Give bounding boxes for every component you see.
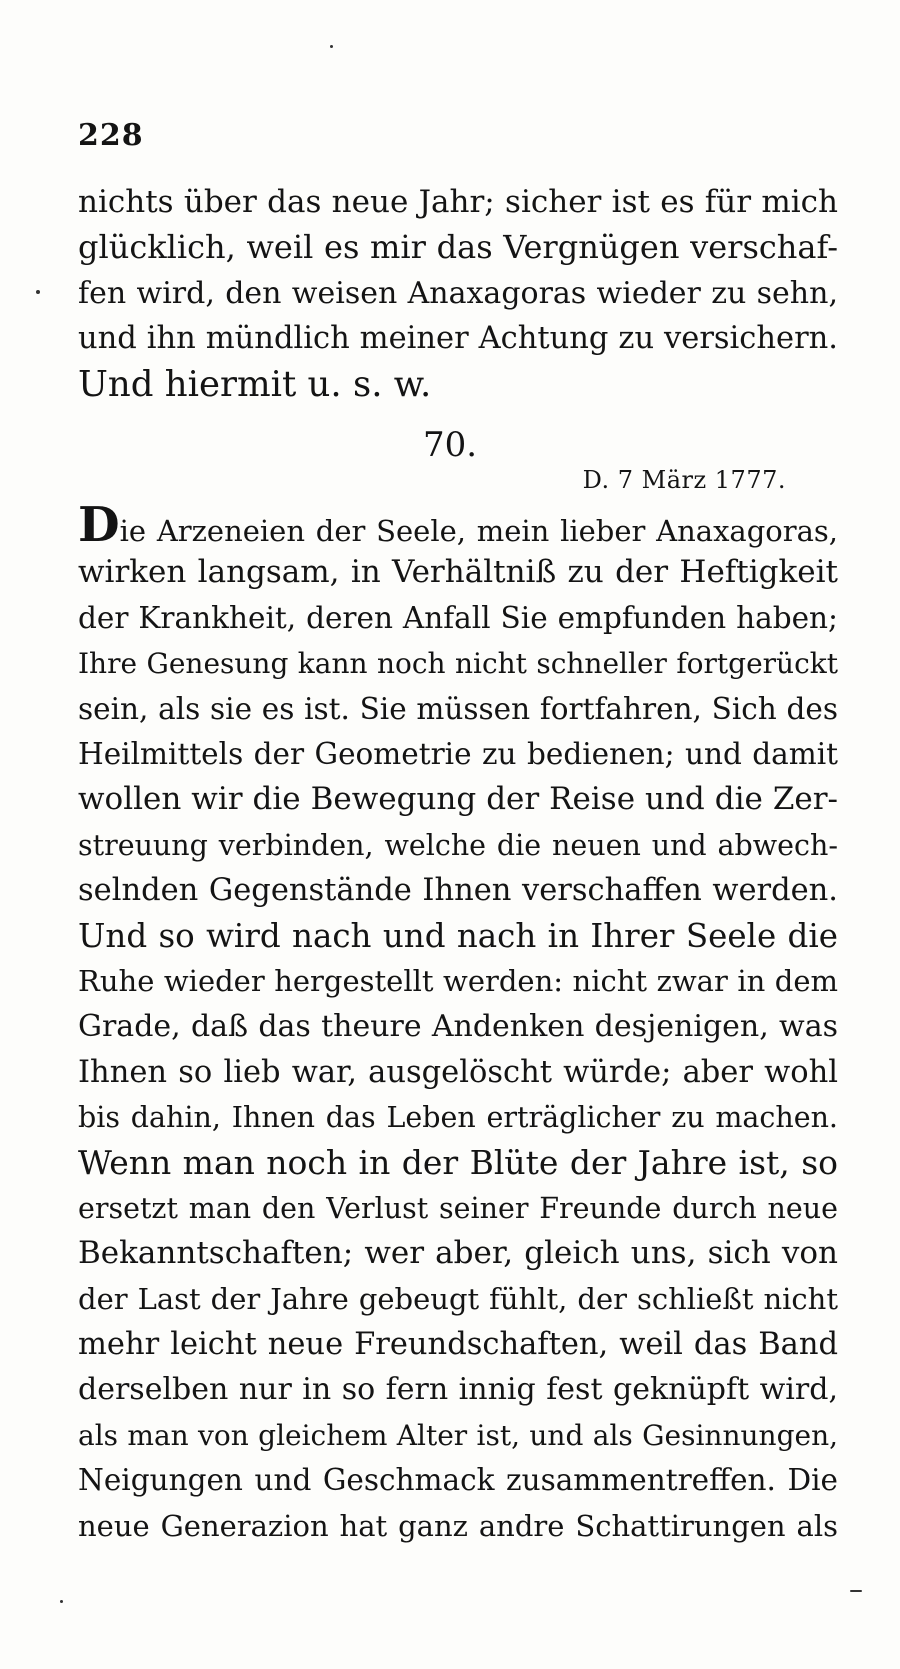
drop-cap: D <box>78 497 120 553</box>
text-line: Und hiermit u. s. w. <box>78 363 432 405</box>
text-line: der Last der Jahre gebeugt fühlt, der schließt nicht <box>78 1281 838 1316</box>
text-line: Wenn man noch in der Blüte der Jahre ist, so <box>78 1143 838 1183</box>
letter-number: 70. <box>422 425 478 465</box>
page-number: 228 <box>78 118 144 153</box>
continuation-text <box>78 180 838 407</box>
text-line: mehr leicht neue Freundschaften, weil das Band <box>78 1327 838 1363</box>
letter-date: D. 7 März 1777. <box>582 466 786 494</box>
text-line: bis dahin, Ihnen das Leben erträglicher zu machen. <box>78 1101 838 1135</box>
text-line: der Krankheit, deren Anfall Sie empfunden haben; <box>78 600 838 635</box>
text-line: Neigungen und Geschmack zusammentreffen. Die <box>78 1463 838 1498</box>
text-line: ersetzt man den Verlust seiner Freunde durch neue <box>78 1191 838 1225</box>
paper-speck <box>850 1590 862 1592</box>
paper-speck <box>60 1600 63 1603</box>
text-line-rest: ie Arzeneien der Seele, mein lieber Anaxagoras, <box>119 514 838 548</box>
text-line: wirken langsam, in Verhältniß zu der Heftigkeit <box>78 554 838 591</box>
text-line: als man von gleichem Alter ist, und als Gesinnungen, <box>78 1418 838 1452</box>
text-line: neue Generazion hat ganz andre Schattirungen als <box>78 1508 838 1543</box>
paper-speck <box>330 45 333 48</box>
text-line: Heilmittels der Geometrie zu bedienen; und damit <box>78 736 838 771</box>
text-line: glücklich, weil es mir das Vergnügen verschaf- <box>78 228 838 267</box>
text-line: Bekanntschaften; wer aber, gleich uns, sich von <box>78 1235 838 1272</box>
text-line: Ihre Genesung kann noch nicht schneller fortgerückt <box>78 647 838 681</box>
text-line-first <box>78 497 838 553</box>
text-line: selnden Gegenstände Ihnen verschaffen werden. <box>78 873 838 909</box>
text-line: streuung verbinden, welche die neuen und abwech- <box>78 828 838 862</box>
text-line: und ihn mündlich meiner Achtung zu versichern. <box>78 321 838 357</box>
text-line: Ruhe wieder hergestellt werden: nicht zwar in dem <box>78 963 838 998</box>
text-line: Ihnen so lieb war, ausgelöscht würde; aber wohl <box>78 1054 838 1090</box>
letter-body <box>78 497 838 1549</box>
text-line: nichts über das neue Jahr; sicher ist es für mich <box>78 184 838 220</box>
text-line: derselben nur in so fern innig fest geknüpft wird, <box>78 1372 838 1408</box>
text-line: fen wird, den weisen Anaxagoras wieder zu sehn, <box>78 275 838 311</box>
text-line: wollen wir die Bewegung der Reise und die Zer- <box>78 781 838 818</box>
text-line: sein, als sie es ist. Sie müssen fortfahren, Sich des <box>78 691 838 726</box>
paper-speck <box>36 290 40 294</box>
text-line: Und so wird nach und nach in Ihrer Seele die <box>78 916 838 955</box>
text-line: Grade, daß das theure Andenken desjenigen, was <box>78 1009 838 1045</box>
